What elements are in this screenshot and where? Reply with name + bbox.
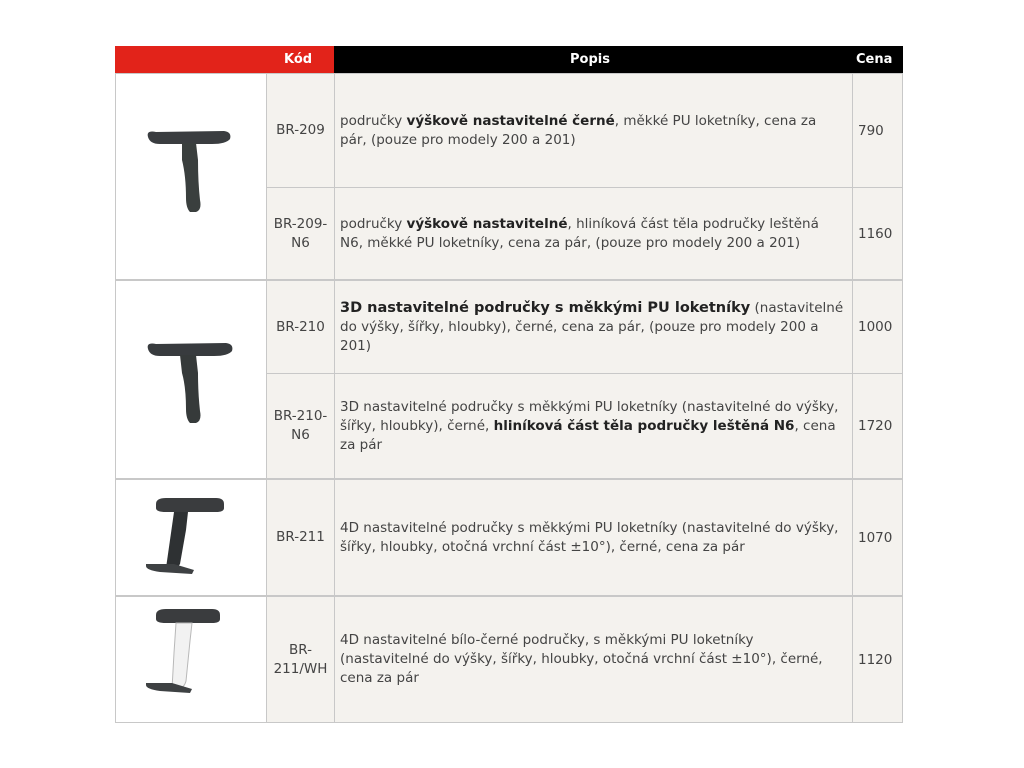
product-image-br-211 — [115, 479, 267, 596]
table-row-code: BR-211 — [266, 479, 335, 596]
armrest-image — [116, 597, 266, 722]
table-row-price: 1120 — [852, 596, 903, 723]
armrest-image — [116, 281, 266, 478]
table-row-price: 1000 — [852, 280, 903, 374]
table-row-price: 1160 — [852, 187, 903, 280]
table-row-description: područky výškově nastavitelné, hliníková část těla područky leštěná N6, měkké PU loketníky, cena za pár, (pouze pro modely 200 a 201) — [334, 187, 853, 280]
armrest-image — [116, 480, 266, 595]
table-row-code: BR-209-N6 — [266, 187, 335, 280]
product-image-br-210 — [115, 280, 267, 479]
armrest-image — [116, 74, 266, 279]
table-row-code: BR-210 — [266, 280, 335, 374]
table-row-price: 790 — [852, 73, 903, 188]
table-row-code: BR-209 — [266, 73, 335, 188]
header-popis: Popis — [334, 46, 852, 73]
table-row-price: 1070 — [852, 479, 903, 596]
table-row-description: 3D nastavitelné područky s měkkými PU loketníky (nastavitelné do výšky, šířky, hloubky), černé, hliníková část těla područky leštěná N6, cena za pár — [334, 373, 853, 479]
table-row-code: BR-211/WH — [266, 596, 335, 723]
table-row-code: BR-210-N6 — [266, 373, 335, 479]
product-image-br-211-wh — [115, 596, 267, 723]
table-row-description: 4D nastavitelné područky s měkkými PU loketníky (nastavitelné do výšky, šířky, hloubky, otočná vrchní část ±10°), černé, cena za pár — [334, 479, 853, 596]
header-cena: Cena — [852, 46, 903, 73]
table-row-price: 1720 — [852, 373, 903, 479]
table-row-description: područky výškově nastavitelné černé, měkké PU loketníky, cena za pár, (pouze pro modely 200 a 201) — [334, 73, 853, 188]
table-row-description: 3D nastavitelné područky s měkkými PU loketníky (nastavitelné do výšky, šířky, hloubky), černé, cena za pár, (pouze pro modely 200 a 201) — [334, 280, 853, 374]
header-kod: Kód — [115, 46, 334, 73]
table-row-description: 4D nastavitelné bílo-černé područky, s měkkými PU loketníky (nastavitelné do výšky, šířky, hloubky, otočná vrchní část ±10°), černé, cena za pár — [334, 596, 853, 723]
product-image-br-209 — [115, 73, 267, 280]
